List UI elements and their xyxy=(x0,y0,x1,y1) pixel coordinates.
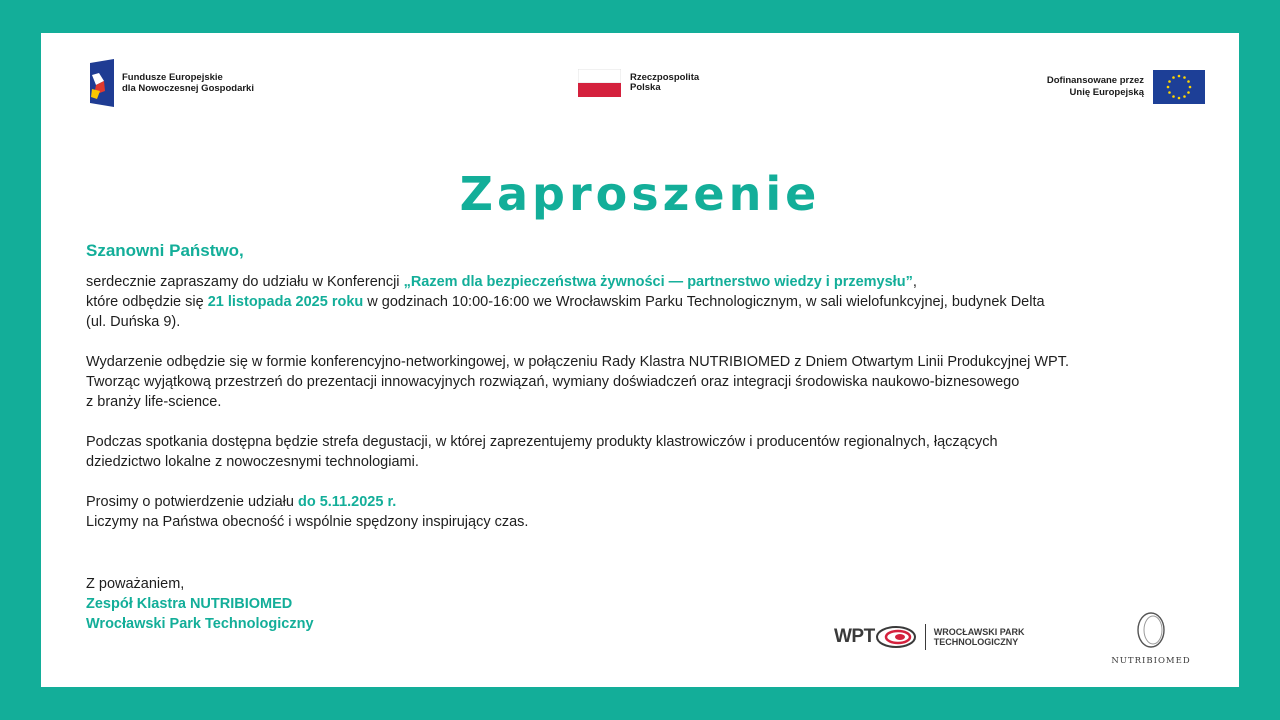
eu-logo-line2: Unię Europejską xyxy=(1069,87,1144,98)
letter-body xyxy=(86,272,1216,552)
eu-logo-line1: Dofinansowane przez xyxy=(1046,75,1144,86)
event-date: 21 listopada 2025 roku xyxy=(207,294,364,310)
nutribiomed-egg-icon xyxy=(1134,611,1168,649)
wpt-logo xyxy=(834,624,1025,650)
signature-team: Zespół Klastra NUTRIBIOMED xyxy=(86,596,293,612)
rsvp-text-a: Prosimy o potwierdzenie udziału xyxy=(86,494,298,510)
paragraph-format xyxy=(86,352,1216,412)
wpt-mark: WPT xyxy=(834,626,875,647)
wpt-line2: TECHNOLOGICZNY xyxy=(933,637,1019,647)
funds-logo-line2: dla Nowoczesnej Gospodarki xyxy=(122,83,254,94)
poland-logo-line1: Rzeczpospolita xyxy=(630,72,700,83)
intro-text-d: w godzinach 10:00-16:00 we Wrocławskim Parku Technologicznym, w sali wielofunkcyjnej, budynek Delta xyxy=(363,294,1045,310)
nutribiomed-name: NUTRIBIOMED xyxy=(1111,656,1191,666)
closing: Z poważaniem, xyxy=(86,576,185,592)
eu-flag-icon xyxy=(1153,70,1205,104)
rsvp-text-b: Liczymy na Państwa obecność i wspólnie spędzony inspirujący czas. xyxy=(86,514,529,530)
invitation-card xyxy=(41,33,1239,687)
poland-logo-line2: Polska xyxy=(630,82,661,93)
intro-text-b: , xyxy=(912,274,917,290)
paragraph-intro xyxy=(86,272,1216,332)
wpt-divider xyxy=(925,624,926,650)
paragraph-tasting xyxy=(86,432,1216,472)
greeting: Szanowni Państwo, xyxy=(86,241,244,260)
poland-logo xyxy=(578,69,699,97)
funds-logo-line1: Fundusze Europejskie xyxy=(122,72,223,83)
signature-org: Wrocławski Park Technologiczny xyxy=(86,616,314,632)
intro-text-c: które odbędzie się xyxy=(86,294,208,310)
eu-cofunding-logo xyxy=(1047,70,1205,104)
signature xyxy=(86,574,314,634)
format-text-b: Tworząc wyjątkową przestrzeń do prezentacji innowacyjnych rozwiązań, wymiany doświadczeń oraz integracji środowiska naukowo-biznesowego xyxy=(86,374,1020,390)
tasting-text-a: Podczas spotkania dostępna będzie strefa degustacji, w której zaprezentujemy produkty klastrowiczów i producentów regionalnych, łączących xyxy=(86,434,998,450)
wpt-line1: WROCŁAWSKI PARK xyxy=(933,627,1025,637)
intro-text-a: serdecznie zapraszamy do udziału w Konferencji xyxy=(86,274,404,290)
rsvp-deadline: do 5.11.2025 r. xyxy=(297,494,397,510)
page-title: Zaproszenie xyxy=(459,167,821,221)
tasting-text-b: dziedzictwo lokalne z nowoczesnymi technologiami. xyxy=(86,454,419,470)
nutribiomed-logo xyxy=(1109,611,1193,666)
eu-funds-flag-icon xyxy=(90,59,116,107)
poland-flag-icon xyxy=(578,69,621,97)
funds-logo xyxy=(90,59,254,107)
format-text-a: Wydarzenie odbędzie się w formie konferencyjno-networkingowej, w połączeniu Rady Klastra NUTRIBIOMED z Dniem Otwartym Linii Produkcyjnej WPT. xyxy=(86,354,1070,370)
intro-text-e: (ul. Duńska 9). xyxy=(86,314,181,330)
format-text-c: z branży life-science. xyxy=(86,394,222,410)
wpt-swirl-icon xyxy=(875,625,917,649)
paragraph-rsvp xyxy=(86,492,1216,532)
conference-name: „Razem dla bezpieczeństwa żywności — partnerstwo wiedzy i przemysłu” xyxy=(403,274,913,290)
